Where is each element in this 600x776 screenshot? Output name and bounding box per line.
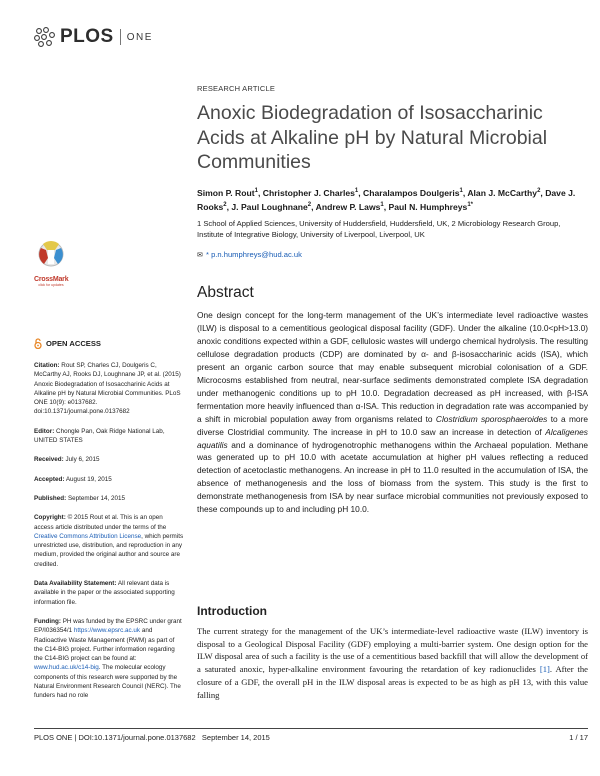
species-name-2: Alcaligenes aquatilis: [197, 426, 588, 450]
published-label: Published:: [34, 494, 67, 502]
intro-text-2: . After the closure of a GDF, the overall pH in the ILW disposal areas is expected to be as high as pH 13, with this value falling: [197, 664, 588, 700]
author-affiliation-mark: 1: [380, 202, 384, 209]
crossmark-label: CrossMark: [34, 276, 69, 283]
citation-label: Citation:: [34, 362, 60, 369]
received-date: July 6, 2015: [65, 456, 100, 464]
open-access-label: OPEN ACCESS: [46, 338, 101, 348]
species-name-1: Clostridium sporosphaeroides: [435, 413, 548, 424]
copyright-label: Copyright:: [34, 514, 66, 522]
funding-text-cont: and Radioactive Waste Management (RWM) as part of the C14-BIG project. Further information regarding the C14-BIG project can be found at:: [34, 627, 175, 663]
published-date: September 14, 2015: [67, 494, 125, 502]
crossmark-sub: click for updates: [38, 283, 64, 287]
corresponding-email: [197, 250, 302, 259]
article-title: Anoxic Biodegradation of Isosaccharinic Acids at Alkaline pH by Natural Microbial Communities: [197, 102, 548, 173]
reference-link[interactable]: [1]: [539, 664, 550, 675]
funding-text: PH was funded by the EPSRC under grant EP/I036354/1: [34, 617, 182, 635]
footer-divider: [34, 728, 588, 729]
author-affiliation-mark: 1*: [467, 202, 473, 209]
author-name: Paul N. Humphreys: [388, 202, 468, 213]
footer-citation: PLOS ONE | DOI:10.1371/journal.pone.0137682 September 14, 2015: [34, 733, 270, 742]
funding-block: [34, 617, 184, 701]
funding-label: Funding:: [34, 617, 61, 625]
author-affiliation-mark: 2: [223, 202, 227, 209]
editor-block: [34, 427, 184, 446]
copyright-text-cont: , which permits unrestricted use, distribution, and reproduction in any medium, provided the original author and source are credited.: [34, 532, 184, 568]
introduction-body: [197, 625, 588, 701]
email-icon: ✉: [197, 252, 203, 259]
author-name: J. Paul Loughnane: [231, 202, 308, 213]
abstract-text-2: to a more diverse Clostridial community. The increase in pH to 10.0 saw an increase in detection of: [197, 413, 588, 437]
open-access-badge: [34, 338, 184, 349]
editor-text: Chongle Pan, Oak Ridge National Lab, UNITED STATES: [34, 427, 165, 445]
published-block: [34, 494, 184, 503]
journal-logo: [33, 26, 153, 48]
author-name: Alan J. McCarthy: [467, 187, 538, 198]
article-type: RESEARCH ARTICLE: [197, 84, 276, 93]
c14-big-link[interactable]: www.hud.ac.uk/c14-big: [34, 664, 99, 672]
author-affiliation-mark: 2: [537, 188, 541, 194]
accepted-label: Accepted:: [34, 475, 65, 483]
affiliations: 1 School of Applied Sciences, University of Huddersfield, Huddersfield, UK, 2 Microbiology Research Group, Institute of Integrative Biology, University of Liverpool, Liverpool, UK: [197, 219, 561, 239]
author-name: Christopher J. Charles: [262, 187, 355, 198]
copyright-text: © 2015 Rout et al. This is an open access article distributed under the terms of the: [34, 514, 167, 531]
abstract-text-3: and a dominance of hydrogenotrophic methanogens within the Archaeal population. Methane was generated up to pH 10.0 with acetate accumulation at higher pH values reflecting a reduced detection of acetoclastic methanogens. An increase in pH to 11.0 resulted in the accumulation of ISA, the absence of methanogenesis and the loss of biomass from the system. This study is the first to demonstrate methanogenesis from ISA by near surface microbial communities not previously exposed to these compounds up to and including pH 10.0.: [197, 439, 588, 515]
journal-name: ONE: [126, 31, 153, 43]
author-affiliation-mark: 1: [354, 188, 359, 194]
introduction-heading: Introduction: [197, 604, 267, 618]
plos-dots-icon: [33, 26, 57, 48]
license-link[interactable]: Creative Commons Attribution License: [34, 532, 142, 540]
abstract-body: [197, 309, 588, 516]
author-name: Andrew P. Laws: [315, 202, 381, 213]
author-affiliation-mark: 1: [254, 188, 258, 194]
received-label: Received:: [34, 456, 64, 464]
crossmark-badge[interactable]: [34, 240, 68, 287]
intro-text-1: The current strategy for the management of the UK’s intermediate-level radioactive waste (ILW) inventory is disposal to a Geological Disposal Facility (GDF) employing a multi-barrier system. One design option for the ILW disposal area of such a facility is the use of a cementitious based backfill that will allow the development of a saturated anoxic, hyper-alkaline environment favouring the retardation of key radionuclides: [197, 626, 588, 675]
data-availability-block: [34, 579, 184, 607]
received-block: [34, 455, 184, 464]
author-affiliation-mark: 1: [459, 188, 463, 194]
author-name: Simon P. Rout: [197, 187, 255, 198]
accepted-date: August 19, 2015: [65, 475, 112, 483]
logo-divider: [120, 29, 121, 45]
epsrc-link[interactable]: https://www.epsrc.ac.uk: [73, 627, 141, 635]
open-lock-icon: [34, 338, 42, 349]
citation-text: Rout SP, Charles CJ, Doulgeris C, McCarthy AJ, Rooks DJ, Loughnane JP, et al. (2015) Anoxic Biodegradation of Isosaccharinic Acids at Alkaline pH by Natural Microbial Communities. PLoS ONE 10(9): e0137682. doi:10.1371/journal.pone.0137682: [34, 362, 181, 416]
author-affiliation-mark: 2: [307, 202, 312, 209]
copyright-block: [34, 513, 184, 569]
data-availability-text: All relevant data is available in the paper or the associated supporting information file.: [34, 580, 175, 606]
brand-name: PLOS: [60, 26, 114, 47]
citation-block: [34, 361, 184, 417]
data-availability-label: Data Availability Statement:: [34, 580, 117, 588]
editor-label: Editor:: [34, 427, 55, 435]
author-name: Charalampos Doulgeris: [363, 187, 460, 198]
article-info-sidebar: [34, 338, 184, 711]
author-list: Simon P. Rout$^1$, Christopher J. Charles$^1$, Charalampos Doulgeris$^1$, Alan J. McCarthy$^2$, Dave J. Rooks$^2$, J. Paul Loughnane$^2$, Andrew P. Laws$^1$, Paul N. Humphreys$^{1*}$: [197, 187, 576, 213]
crossmark-icon: [34, 240, 68, 270]
funding-text-end: . The molecular ecology components of this research were supported by the Natural Environment Research Council (NERC). The funders had no role: [34, 664, 181, 700]
abstract-text-1: One design concept for the long-term management of the UK’s intermediate level radioactive wastes (ILW) is disposal to a cementitious geological disposal facility (GDF). Under the alkaline (10.0<pH>13.0) anoxic conditions expected within a GDF, cellulosic wastes will undergo chemical hydrolysis. The resulting cellulose degradation products (CDP) are dominated by α- and β-isosaccharinic acids (ISA), which present an organic carbon source that may enable subsequent microbial colonisation of a GDF. Microcosms established from neutral, near-surface sediments demonstrated complete ISA degradation under methanogenic conditions up to pH 10.0. Degradation decreased as pH increased, with β-ISA fermentation more heavily influenced than α-ISA. This reduction in degradation rate was accompanied by a shift in microbial population away from organisms related to: [197, 310, 588, 424]
abstract-heading: Abstract: [197, 284, 254, 301]
author-name: Dave J. Rooks: [197, 187, 576, 213]
email-link[interactable]: * p.n.humphreys@hud.ac.uk: [206, 250, 302, 259]
accepted-block: [34, 475, 184, 484]
page-number: 1 / 17: [569, 733, 588, 742]
